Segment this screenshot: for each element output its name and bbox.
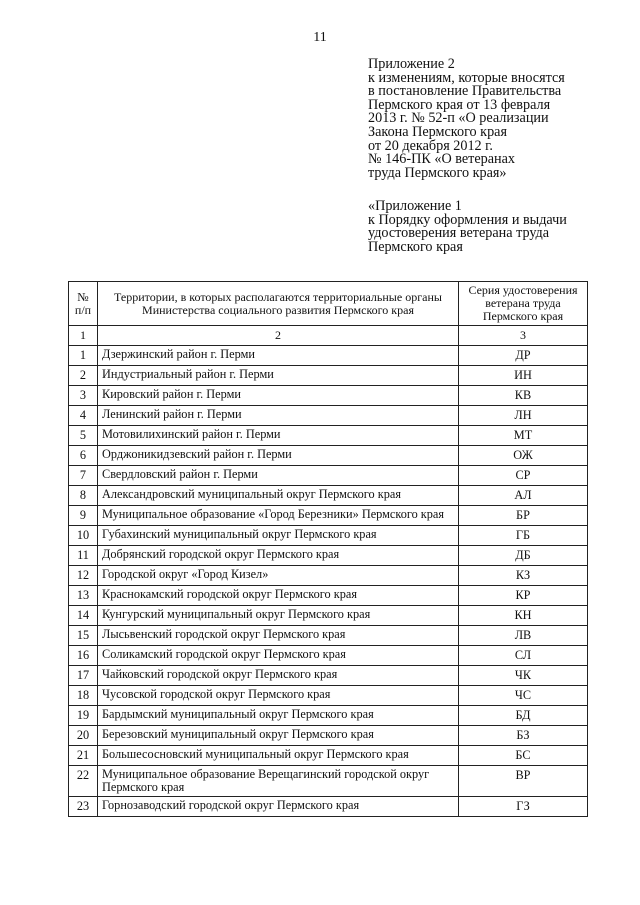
appendix-2-line: труда Пермского края» bbox=[368, 164, 507, 181]
table-row bbox=[69, 346, 588, 366]
row-number: 4 bbox=[69, 406, 98, 426]
row-territory: Мотовилихинский район г. Перми bbox=[98, 426, 459, 446]
table-row bbox=[69, 386, 588, 406]
table-row bbox=[69, 366, 588, 386]
row-number: 21 bbox=[69, 746, 98, 766]
row-series-code: КН bbox=[459, 606, 588, 626]
table-row bbox=[69, 586, 588, 606]
appendix-2-line: от 20 декабря 2012 г. bbox=[368, 137, 493, 154]
row-territory: Лысьвенский городской округ Пермского края bbox=[98, 626, 459, 646]
row-territory: Ленинский район г. Перми bbox=[98, 406, 459, 426]
row-series-code: СЛ bbox=[459, 646, 588, 666]
row-territory: Чайковский городской округ Пермского края bbox=[98, 666, 459, 686]
row-series-code: КЗ bbox=[459, 566, 588, 586]
row-number: 11 bbox=[69, 546, 98, 566]
row-series-code: МТ bbox=[459, 426, 588, 446]
row-territory: Губахинский муниципальный округ Пермского края bbox=[98, 526, 459, 546]
row-number: 7 bbox=[69, 466, 98, 486]
row-territory: Муниципальное образование «Город Березники» Пермского края bbox=[98, 506, 459, 526]
row-number: 19 bbox=[69, 706, 98, 726]
table-row bbox=[69, 546, 588, 566]
row-number: 22 bbox=[69, 766, 98, 797]
row-series-code: КР bbox=[459, 586, 588, 606]
appendix-1-line: к Порядку оформления и выдачи bbox=[368, 211, 567, 228]
row-number: 23 bbox=[69, 797, 98, 817]
table-row bbox=[69, 686, 588, 706]
table-row bbox=[69, 766, 588, 797]
row-territory: Чусовской городской округ Пермского края bbox=[98, 686, 459, 706]
table-row bbox=[69, 466, 588, 486]
table-row bbox=[69, 506, 588, 526]
row-series-code: БЗ bbox=[459, 726, 588, 746]
row-number: 10 bbox=[69, 526, 98, 546]
header-num: № п/п bbox=[69, 282, 98, 326]
row-territory: Дзержинский район г. Перми bbox=[98, 346, 459, 366]
row-number: 9 bbox=[69, 506, 98, 526]
appendix-1-line: «Приложение 1 bbox=[368, 198, 462, 214]
appendix-2-line: Закона Пермского края bbox=[368, 123, 507, 140]
row-number: 1 bbox=[69, 346, 98, 366]
appendix-2-line: № 146-ПК «О ветеранах bbox=[368, 151, 516, 168]
table-header-row bbox=[69, 282, 588, 326]
row-territory: Александровский муниципальный округ Пермского края bbox=[98, 486, 459, 506]
column-number: 1 bbox=[69, 326, 98, 346]
page-number: 11 bbox=[313, 30, 327, 45]
row-series-code: ЛВ bbox=[459, 626, 588, 646]
appendix-1-line: Пермского края bbox=[368, 238, 463, 255]
row-series-code: БД bbox=[459, 706, 588, 726]
row-series-code: ГБ bbox=[459, 526, 588, 546]
column-number: 2 bbox=[98, 326, 459, 346]
header-series: Серия удостоверения ветерана труда Пермского края bbox=[459, 282, 588, 326]
row-territory: Индустриальный район г. Перми bbox=[98, 366, 459, 386]
appendix-2-heading bbox=[368, 58, 618, 180]
table-body bbox=[69, 346, 588, 817]
column-number-row bbox=[69, 326, 588, 346]
row-number: 6 bbox=[69, 446, 98, 466]
row-series-code: БР bbox=[459, 506, 588, 526]
row-territory: Добрянский городской округ Пермского края bbox=[98, 546, 459, 566]
row-number: 14 bbox=[69, 606, 98, 626]
table-row bbox=[69, 726, 588, 746]
appendix-1-line: удостоверения ветерана труда bbox=[368, 225, 550, 242]
table-row bbox=[69, 406, 588, 426]
appendix-2-line: в постановление Правительства bbox=[368, 83, 562, 100]
row-number: 3 bbox=[69, 386, 98, 406]
table-row bbox=[69, 706, 588, 726]
row-territory: Большесосновский муниципальный округ Пермского края bbox=[98, 746, 459, 766]
row-territory: Березовский муниципальный округ Пермского края bbox=[98, 726, 459, 746]
row-series-code: СР bbox=[459, 466, 588, 486]
row-number: 13 bbox=[69, 586, 98, 606]
row-number: 20 bbox=[69, 726, 98, 746]
table-row bbox=[69, 606, 588, 626]
row-territory: Краснокамский городской округ Пермского края bbox=[98, 586, 459, 606]
row-series-code: ГЗ bbox=[459, 797, 588, 817]
row-territory: Городской округ «Город Кизел» bbox=[98, 566, 459, 586]
row-series-code: ЛН bbox=[459, 406, 588, 426]
row-territory: Соликамский городской округ Пермского края bbox=[98, 646, 459, 666]
table-row bbox=[69, 446, 588, 466]
header-territory: Территории, в которых располагаются территориальные органы Министерства социального развития Пермского края bbox=[98, 282, 459, 326]
row-territory: Свердловский район г. Перми bbox=[98, 466, 459, 486]
row-series-code: ДБ bbox=[459, 546, 588, 566]
row-number: 15 bbox=[69, 626, 98, 646]
row-territory: Горнозаводский городской округ Пермского края bbox=[98, 797, 459, 817]
row-series-code: ОЖ bbox=[459, 446, 588, 466]
row-series-code: ДР bbox=[459, 346, 588, 366]
appendix-2-line: 2013 г. № 52-п «О реализации bbox=[368, 110, 549, 127]
appendix-2-line: Приложение 2 bbox=[368, 56, 455, 72]
row-territory: Кировский район г. Перми bbox=[98, 386, 459, 406]
column-number: 3 bbox=[459, 326, 588, 346]
row-series-code: ЧК bbox=[459, 666, 588, 686]
row-series-code: ИН bbox=[459, 366, 588, 386]
table-row bbox=[69, 486, 588, 506]
row-number: 5 bbox=[69, 426, 98, 446]
row-number: 2 bbox=[69, 366, 98, 386]
row-series-code: ВР bbox=[459, 766, 588, 797]
row-territory: Кунгурский муниципальный округ Пермского края bbox=[98, 606, 459, 626]
table-row bbox=[69, 426, 588, 446]
row-number: 17 bbox=[69, 666, 98, 686]
table-row bbox=[69, 746, 588, 766]
row-series-code: БС bbox=[459, 746, 588, 766]
row-number: 12 bbox=[69, 566, 98, 586]
table-row bbox=[69, 666, 588, 686]
table-row bbox=[69, 797, 588, 817]
row-series-code: КВ bbox=[459, 386, 588, 406]
territories-table bbox=[68, 281, 588, 817]
table-row bbox=[69, 566, 588, 586]
appendix-1-heading bbox=[368, 200, 618, 254]
row-territory: Муниципальное образование Верещагинский городской округ Пермского края bbox=[98, 766, 459, 797]
row-number: 8 bbox=[69, 486, 98, 506]
row-series-code: АЛ bbox=[459, 486, 588, 506]
appendix-2-line: Пермского края от 13 февраля bbox=[368, 96, 551, 113]
table-row bbox=[69, 646, 588, 666]
row-territory: Орджоникидзевский район г. Перми bbox=[98, 446, 459, 466]
row-series-code: ЧС bbox=[459, 686, 588, 706]
row-territory: Бардымский муниципальный округ Пермского края bbox=[98, 706, 459, 726]
table-row bbox=[69, 626, 588, 646]
row-number: 16 bbox=[69, 646, 98, 666]
appendix-2-line: к изменениям, которые вносятся bbox=[368, 69, 565, 86]
table-row bbox=[69, 526, 588, 546]
row-number: 18 bbox=[69, 686, 98, 706]
